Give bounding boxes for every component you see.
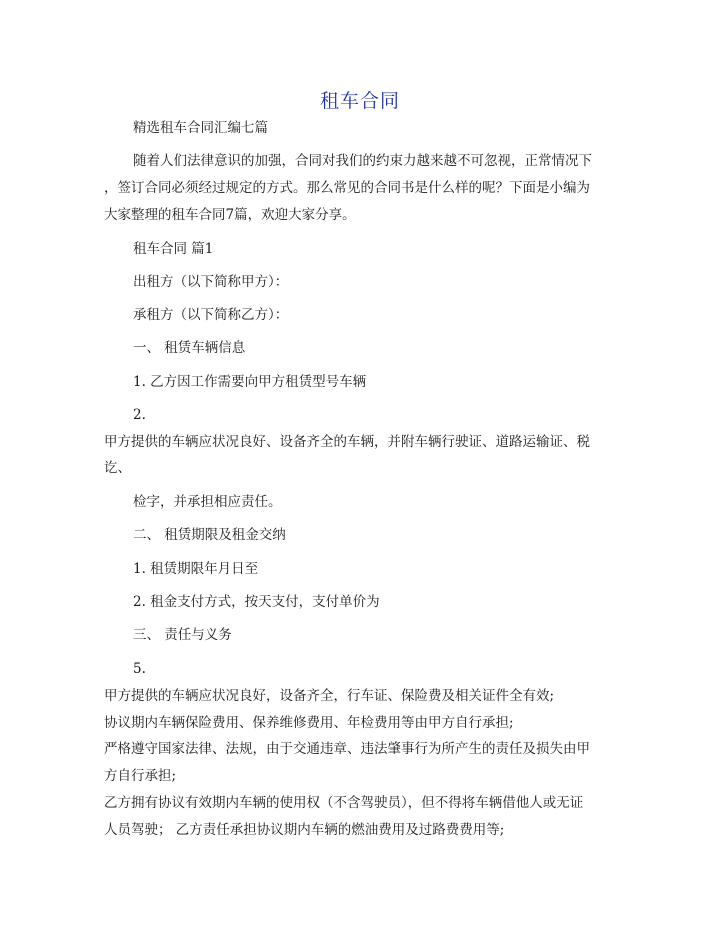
duty-line-3: 严格遵守国家法律、法规，由于交通违章、违法肇事行为所产生的责任及损失由甲 bbox=[104, 741, 590, 757]
document-subtitle: 精选租车合同汇编七篇 bbox=[133, 120, 268, 136]
clause-heading-1: 一、 租赁车辆信息 bbox=[133, 340, 246, 356]
duty-line-4: 方自行承担; bbox=[104, 768, 177, 784]
clause-item-2-1: 1. 租赁期限年月日至 bbox=[133, 561, 259, 577]
intro-line-3: 大家整理的租车合同7篇，欢迎大家分享。 bbox=[104, 207, 356, 223]
intro-line-1: 随着人们法律意识的加强，合同对我们的约束力越来越不可忽视，正常情况下 bbox=[133, 153, 592, 169]
duty-line-6: 人员驾驶； 乙方责任承担协议期内车辆的燃油费用及过路费费用等; bbox=[104, 822, 505, 838]
section-heading: 租车合同 篇1 bbox=[133, 241, 214, 257]
clause-item-1-1: 1. 乙方因工作需要向甲方租赁型号车辆 bbox=[133, 374, 367, 390]
duty-line-1: 甲方提供的车辆应状况良好，设备齐全，行车证、保险费及相关证件全有效; bbox=[104, 688, 555, 704]
clause-heading-3: 三、 责任与义务 bbox=[133, 627, 232, 643]
intro-line-2: ，签订合同必须经过规定的方式。那么常见的合同书是什么样的呢？下面是小编为 bbox=[104, 180, 590, 196]
duty-line-5: 乙方拥有协议有效期内车辆的使用权（不含驾驶员），但不得将车辆借他人或无证 bbox=[104, 795, 584, 811]
clause-item-1-2-text-b: 讫、 bbox=[104, 460, 131, 476]
clause-item-1-2-number: 2. bbox=[133, 407, 146, 423]
duty-line-2: 协议期内车辆保险费用、保养维修费用、年检费用等由甲方自行承担; bbox=[104, 715, 514, 731]
clause-item-1-2-text-c: 检字，并承担相应责任。 bbox=[133, 494, 282, 510]
clause-item-2-2: 2. 租金支付方式，按天支付，支付单价为 bbox=[133, 594, 380, 610]
clause-item-3-5-number: 5. bbox=[133, 661, 146, 677]
clause-item-1-2-text-a: 甲方提供的车辆应状况良好、设备齐全的车辆，并附车辆行驶证、道路运输证、税 bbox=[104, 434, 590, 450]
clause-heading-2: 二、 租赁期限及租金交纳 bbox=[133, 527, 286, 543]
lessee-line: 承租方（以下简称乙方）： bbox=[133, 307, 289, 323]
document-title: 租车合同 bbox=[319, 90, 400, 112]
lessor-line: 出租方（以下简称甲方）： bbox=[133, 274, 289, 290]
